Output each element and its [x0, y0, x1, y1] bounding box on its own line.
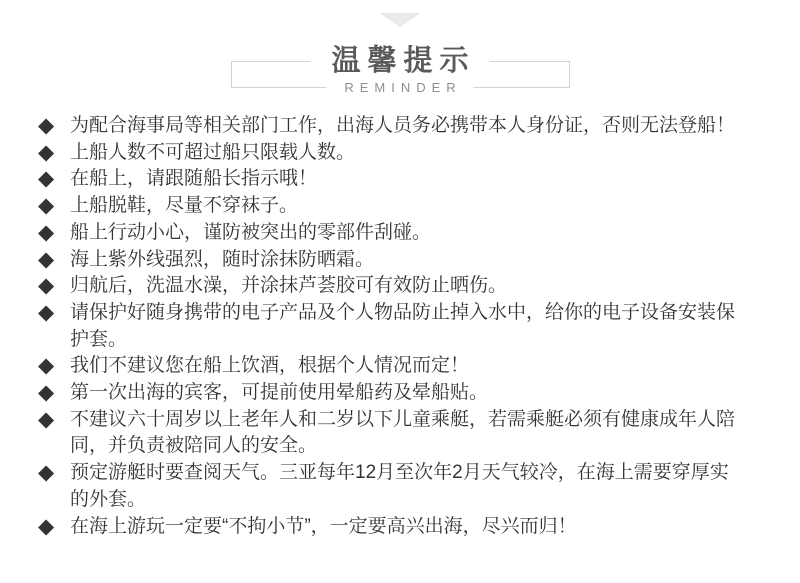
- list-item: [38, 380, 800, 407]
- tip-text: 请保护好随身携带的电子产品及个人物品防止掉入水中，给你的电子设备安装保护套。: [70, 301, 736, 350]
- tip-text: 海上紫外线强烈，随时涂抹防晒霜。: [70, 248, 375, 270]
- tip-text: 归航后，洗温水澡，并涂抹芦荟胶可有效防止晒伤。: [70, 275, 508, 297]
- list-item: [38, 514, 800, 541]
- list-item: [38, 273, 800, 300]
- diamond-bullet-icon: ◆: [38, 354, 55, 378]
- diamond-bullet-icon: ◆: [38, 247, 55, 271]
- list-item: [38, 300, 800, 353]
- tip-text: 我们不建议您在船上饮酒，根据个人情况而定！: [70, 355, 470, 377]
- list-item: [38, 140, 800, 167]
- diamond-bullet-icon: ◆: [38, 194, 55, 218]
- list-item: [38, 407, 800, 460]
- tip-text: 上船脱鞋，尽量不穿袜子。: [70, 195, 299, 217]
- diamond-bullet-icon: ◆: [38, 407, 55, 431]
- tip-text: 在船上，请跟随船长指示哦！: [70, 168, 318, 190]
- diamond-bullet-icon: ◆: [38, 381, 55, 405]
- diamond-bullet-icon: ◆: [38, 114, 55, 137]
- diamond-bullet-icon: ◆: [38, 274, 55, 298]
- list-item: [38, 247, 800, 274]
- diamond-bullet-icon: ◆: [38, 220, 55, 244]
- list-item: [38, 460, 800, 513]
- diamond-bullet-icon: ◆: [38, 140, 55, 164]
- diamond-bullet-icon: ◆: [38, 461, 55, 485]
- list-item: [38, 166, 800, 193]
- tip-text: 上船人数不可超过船只限载人数。: [70, 141, 356, 163]
- chevron-down-icon: [379, 13, 421, 27]
- page-title: 温馨提示: [310, 45, 489, 78]
- list-item: [38, 193, 800, 220]
- tip-text: 第一次出海的宾客，可提前使用晕船药及晕船贴。: [70, 382, 489, 404]
- list-item: [38, 353, 800, 380]
- diamond-bullet-icon: ◆: [38, 514, 55, 538]
- tip-text: 为配合海事局等相关部门工作，出海人员务必携带本人身份证，否则无法登船！: [70, 115, 736, 136]
- tips-list: [38, 113, 800, 540]
- diamond-bullet-icon: ◆: [38, 167, 55, 191]
- tip-text: 预定游艇时要查阅天气。三亚每年12月至次年2月天气较冷，在海上需要穿厚实的外套。: [70, 462, 729, 510]
- tip-text: 船上行动小心，谨防被突出的零部件刮碰。: [70, 221, 432, 243]
- diamond-bullet-icon: ◆: [38, 300, 55, 324]
- list-item: [38, 220, 800, 247]
- page-subtitle: REMINDER: [326, 79, 473, 96]
- tip-text: 在海上游玩一定要“不拘小节”，一定要高兴出海，尽兴而归！: [70, 515, 577, 537]
- header-frame: [231, 45, 570, 95]
- tip-text: 不建议六十周岁以上老年人和二岁以下儿童乘艇，若需乘艇必须有健康成年人陪同，并负责被陪同人的安全。: [70, 408, 736, 457]
- list-item: [38, 113, 800, 140]
